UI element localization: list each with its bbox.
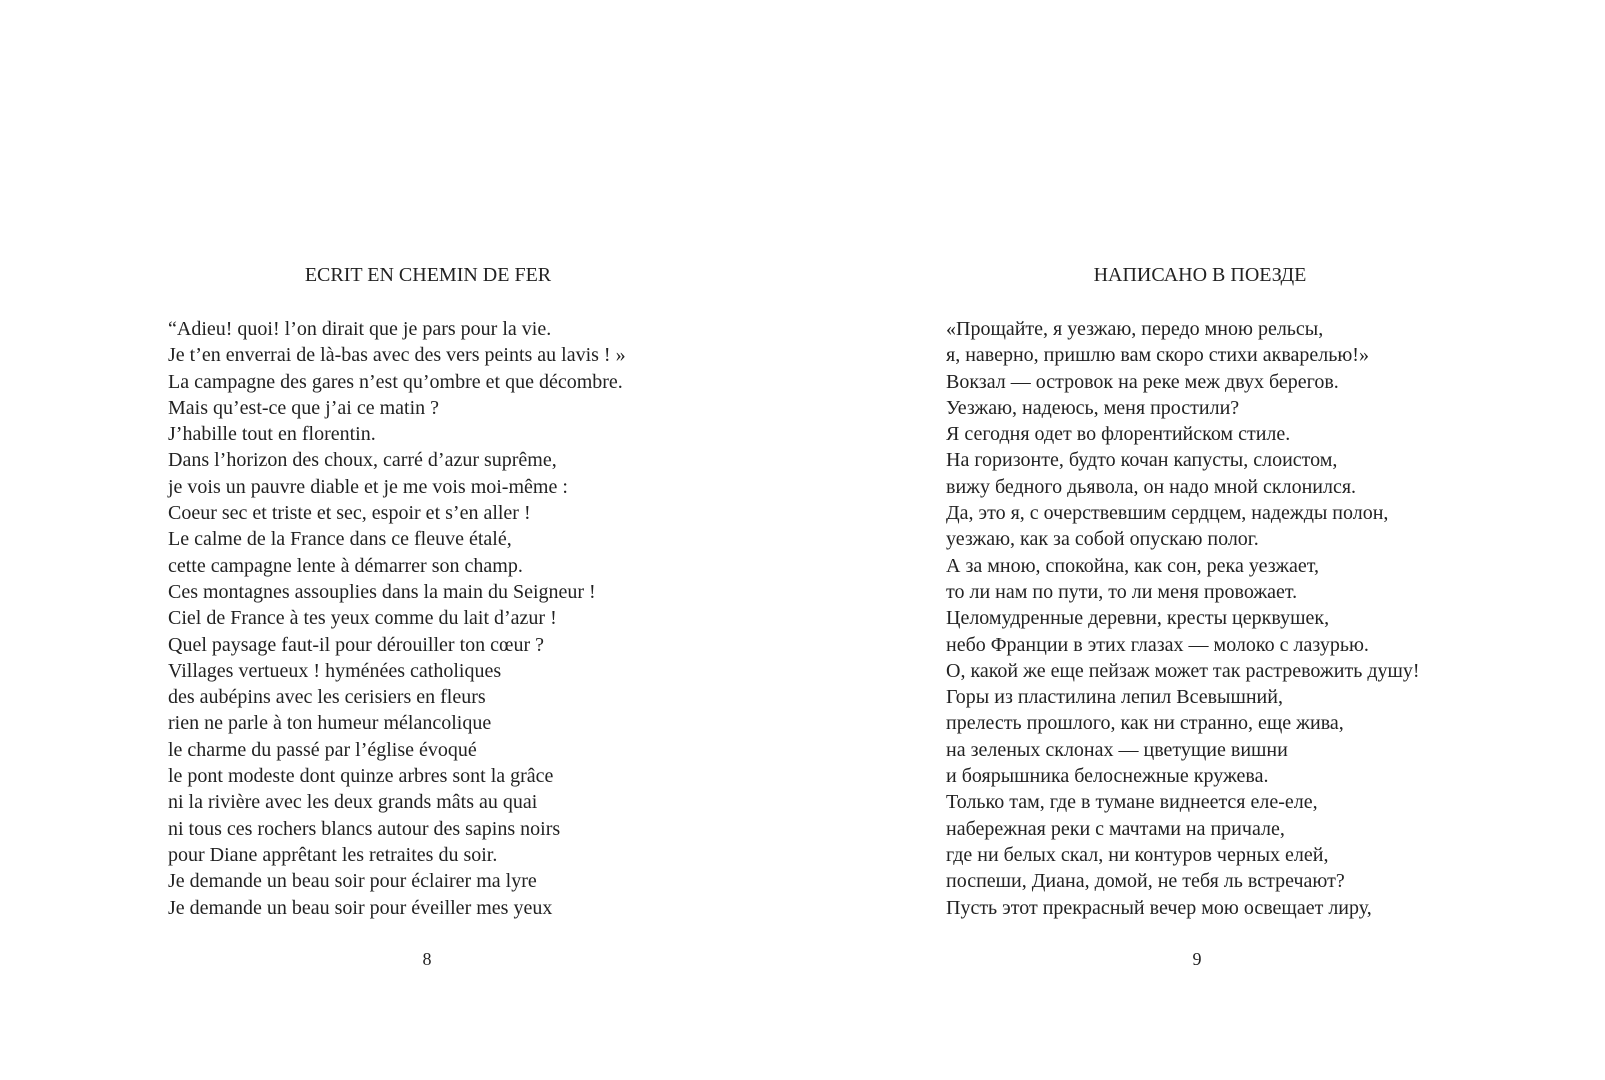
verse-line: “Adieu! quoi! l’on dirait que je pars pour la vie. — [168, 318, 552, 340]
verse-line: Вокзал — островок на реке меж двух берегов. — [946, 370, 1339, 393]
verse-line: Горы из пластилина лепил Всевышний, — [946, 686, 1283, 709]
verse-line: Je demande un beau soir pour éclairer ma lyre — [168, 870, 537, 893]
verse-line: des aubépins avec les cerisiers en fleurs — [168, 686, 486, 709]
page-number-left: 8 — [422, 949, 432, 969]
verse-line: и боярышника белоснежные кружева. — [946, 765, 1269, 788]
verse-line: я, наверно, пришлю вам скоро стихи акварелью!» — [946, 344, 1369, 367]
verse-line: уезжаю, как за собой опускаю полог. — [946, 528, 1259, 551]
verse-line: Je t’en enverrai de là-bas avec des vers peints au lavis ! » — [168, 344, 626, 367]
verse-line: небо Франции в этих глазах — молоко с лазурью. — [946, 633, 1369, 656]
verse-line: Mais qu’est-ce que j’ai ce matin ? — [168, 396, 439, 419]
verse-line: Пусть этот прекрасный вечер мою освещает лиру, — [946, 896, 1372, 919]
verse-line: Villages vertueux ! hyménées catholiques — [168, 659, 502, 682]
verse-line: Je demande un beau soir pour éveiller mes yeux — [168, 896, 553, 919]
verse-line: то ли нам по пути, то ли меня провожает. — [946, 580, 1298, 603]
verse-line: pour Diane apprêtant les retraites du soir. — [168, 843, 498, 866]
right-page — [802, 0, 1605, 1080]
left-page — [0, 0, 802, 1080]
verse-line: Ciel de France à tes yeux comme du lait d’azur ! — [168, 607, 557, 630]
verse-line: поспеши, Диана, домой, не тебя ль встречают? — [946, 870, 1345, 893]
verse-line: Только там, где в тумане виднеется еле-еле, — [946, 791, 1318, 814]
verse-line: le pont modeste dont quinze arbres sont la grâce — [168, 765, 554, 788]
verse-line: прелесть прошлого, как ни странно, еще жива, — [946, 712, 1344, 735]
verse-line: ni tous ces rochers blancs autour des sapins noirs — [168, 817, 561, 840]
verse-line: «Прощайте, я уезжаю, передо мною рельсы, — [946, 318, 1324, 340]
verse-line: На горизонте, будто кочан капусты, слоистом, — [946, 449, 1338, 472]
verse-line: где ни белых скал, ни контуров черных елей, — [946, 843, 1329, 866]
verse-line: La campagne des gares n’est qu’ombre et que décombre. — [168, 370, 623, 393]
verse-line: Coeur sec et triste et sec, espoir et s’en aller ! — [168, 502, 531, 525]
verse-line: Le calme de la France dans ce fleuve étalé, — [168, 528, 512, 551]
verse-line: О, какой же еще пейзаж может так растревожить душу! — [946, 659, 1420, 682]
verse-line: rien ne parle à ton humeur mélancolique — [168, 712, 492, 735]
verse-line: Уезжаю, надеюсь, меня простили? — [946, 396, 1240, 419]
verse-line: на зеленых склонах — цветущие вишни — [946, 738, 1288, 761]
page-number-right: 9 — [1192, 949, 1202, 969]
verse-line: Я сегодня одет во флорентийском стиле. — [946, 423, 1291, 446]
verse-line: Ces montagnes assouplies dans la main du Seigneur ! — [168, 580, 596, 603]
verse-line: J’habille tout en florentin. — [168, 423, 376, 446]
verse-line: cette campagne lente à démarrer son champ. — [168, 554, 523, 577]
poem-verse-french — [168, 316, 626, 921]
poem-title-french: ECRIT EN CHEMIN DE FER — [304, 264, 552, 286]
verse-line: Да, это я, с очерствевшим сердцем, надежды полон, — [946, 502, 1389, 525]
poem-title-russian: НАПИСАНО В ПОЕЗДЕ — [1093, 264, 1307, 286]
verse-line: Quel paysage faut-il pour dérouiller ton cœur ? — [168, 633, 544, 656]
verse-line: А за мною, спокойна, как сон, река уезжает, — [946, 554, 1320, 577]
verse-line: ni la rivière avec les deux grands mâts au quai — [168, 791, 538, 814]
verse-line: Целомудренные деревни, кресты церквушек, — [946, 607, 1330, 630]
verse-line: вижу бедного дьявола, он надо мной склонился. — [946, 475, 1357, 498]
poem-verse-russian — [946, 316, 1420, 921]
verse-line: набережная реки с мачтами на причале, — [946, 817, 1285, 840]
verse-line: le charme du passé par l’église évoqué — [168, 738, 477, 761]
verse-line: je vois un pauvre diable et je me vois moi-même : — [168, 475, 568, 498]
verse-line: Dans l’horizon des choux, carré d’azur suprême, — [168, 449, 557, 472]
